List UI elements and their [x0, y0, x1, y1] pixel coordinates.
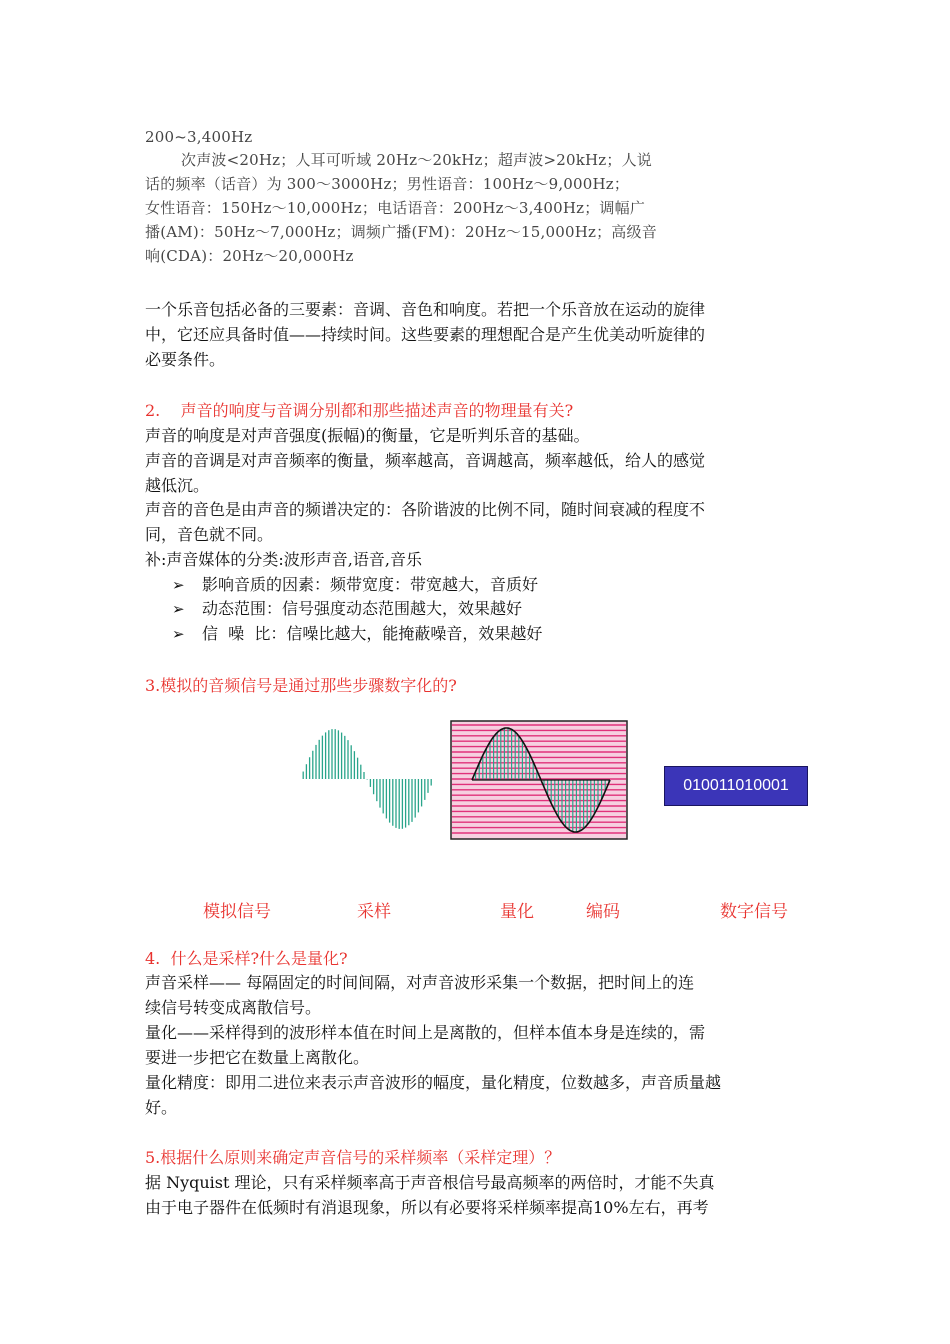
sampled-wave-figure	[450, 720, 628, 840]
q4-line-3: 量化——采样得到的波形样本值在时间上是离散的，但样本值本身是连续的，需	[145, 1023, 706, 1042]
q5-line-1: 据 Nyquist 理论，只有采样频率高于声音根信号最高频率的两倍时，才能不失真	[145, 1173, 715, 1192]
scan-line-3: 话的频率（话音）为 300～3000Hz；男性语音：100Hz～9,000Hz；	[145, 175, 630, 193]
q4-line-2: 续信号转变成离散信号。	[145, 998, 322, 1017]
q2-line-1: 声音的响度是对声音强度(振幅)的衡量，它是听判乐音的基础。	[145, 426, 590, 445]
label-quantization: 量化	[500, 902, 534, 922]
scan-line-6: 响(CDA)：20Hz～20,000Hz	[145, 247, 354, 265]
q2-bullet-3: 信 噪 比：信噪比越大，能掩蔽噪音，效果越好	[202, 624, 543, 643]
q4-line-6: 好。	[145, 1098, 178, 1117]
scan-line-2: 次声波<20Hz；人耳可听域 20Hz～20kHz；超声波>20kHz；人说	[181, 151, 652, 169]
music-para-line-1: 一个乐音包括必备的三要素：音调、音色和响度。若把一个乐音放在运动的旋律	[145, 300, 706, 319]
q4-line-5: 量化精度：即用二进位来表示声音波形的幅度，量化精度，位数越多，声音质量越	[145, 1073, 722, 1092]
q2-heading: 2. 声音的响度与音调分别都和那些描述声音的物理量有关?	[145, 401, 574, 420]
q2-line-4: 声音的音色是由声音的频谱决定的：各阶谐波的比例不同，随时间衰减的程度不	[145, 500, 706, 519]
q2-bullet-1: 影响音质的因素：频带宽度：带宽越大，音质好	[202, 575, 539, 594]
label-encoding: 编码	[586, 902, 620, 922]
q4-line-1: 声音采样—— 每隔固定的时间间隔，对声音波形采集一个数据，把时间上的连	[145, 973, 695, 992]
music-para-line-2: 中，它还应具备时值——持续时间。这些要素的理想配合是产生优美动听旋律的	[145, 325, 706, 344]
q2-line-6: 补:声音媒体的分类:波形声音,语音,音乐	[145, 550, 422, 569]
scan-line-4: 女性语音：150Hz～10,000Hz；电话语音：200Hz～3,400Hz；调幅广	[145, 199, 646, 217]
q2-line-2: 声音的音调是对声音频率的衡量，频率越高，音调越高，频率越低，给人的感觉	[145, 451, 706, 470]
bullet-arrow-icon: ➢	[172, 625, 185, 643]
label-sampling: 采样	[357, 902, 391, 922]
q5-heading: 5.根据什么原则来确定声音信号的采样频率（采样定理）？	[145, 1148, 561, 1167]
bullet-arrow-icon: ➢	[172, 600, 185, 618]
q5-line-2: 由于电子器件在低频时有消退现象，所以有必要将采样频率提高10%左右，再考	[145, 1198, 709, 1217]
q3-heading: 3.模拟的音频信号是通过那些步骤数字化的?	[145, 676, 457, 695]
q2-line-3: 越低沉。	[145, 476, 210, 495]
analog-wave-figure	[296, 722, 438, 834]
q4-line-4: 要进一步把它在数量上离散化。	[145, 1048, 370, 1067]
music-para-line-3: 必要条件。	[145, 350, 226, 369]
q4-heading: 4. 什么是采样?什么是量化?	[145, 949, 348, 968]
label-analog-signal: 模拟信号	[203, 902, 271, 922]
q2-line-5: 同，音色就不同。	[145, 525, 274, 544]
scan-line-5: 播(AM)：50Hz～7,000Hz；调频广播(FM)：20Hz～15,000Hz；高级音	[145, 223, 657, 241]
binary-code-box: 010011010001	[664, 766, 808, 806]
bullet-arrow-icon: ➢	[172, 576, 185, 594]
q2-bullet-2: 动态范围：信号强度动态范围越大，效果越好	[202, 599, 523, 618]
label-digital-signal: 数字信号	[720, 902, 788, 922]
scan-line-1: 200~3,400Hz	[145, 128, 253, 146]
